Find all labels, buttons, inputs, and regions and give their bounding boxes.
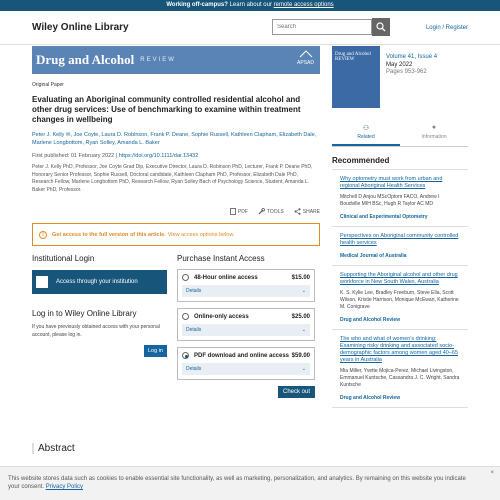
option-price: $25.00 [291, 313, 310, 320]
institutional-login [32, 254, 167, 398]
pdf-icon [230, 208, 236, 215]
search-button[interactable] [372, 18, 390, 36]
list-item [332, 227, 468, 266]
close-icon[interactable]: × [490, 470, 494, 476]
details-label: Details [186, 366, 202, 372]
access-options-link[interactable]: View access options below. [167, 231, 235, 238]
tab-label: Information [421, 134, 447, 140]
issue-cover[interactable] [332, 46, 380, 108]
pdf-button[interactable] [230, 208, 248, 215]
recommended-journal[interactable]: Medical Journal of Australia [340, 253, 407, 259]
recommended-title[interactable]: The who and what of women's drinking: Examining risky drinking and associated socio-demographic factors among women aged 40–65 years in Australia [340, 336, 459, 363]
recommended-authors: Mia Miller, Yvette Mojica-Perez, Michael Livingston, Emmanuel Kuntsche, Cassandra J. C. Wright, Sandra Kuntsche [340, 368, 460, 388]
search-input[interactable] [272, 19, 372, 35]
share-label: SHARE [302, 208, 320, 215]
recommended-journal[interactable]: Drug and Alcohol Review [340, 395, 401, 401]
purchase-options [177, 254, 315, 398]
log-in-button[interactable]: Log in [144, 345, 167, 357]
issue-date: May 2022 [386, 61, 413, 68]
apsad-logo [297, 50, 314, 66]
related-icon: ⚇ [362, 125, 370, 132]
institutional-login-heading: Institutional Login [32, 254, 95, 263]
recommended-journal[interactable]: Clinical and Experimental Optometry [340, 214, 428, 220]
volume-link[interactable]: Volume 41, Issue 4 [386, 54, 438, 60]
tools-label: TOOLS [266, 208, 284, 215]
option-price: $59.00 [291, 352, 310, 359]
journal-subtitle: REVIEW [140, 57, 176, 63]
search-bar [272, 19, 390, 36]
recommended-journal[interactable]: Drug and Alcohol Review [340, 317, 401, 323]
tab-label: Related [357, 134, 375, 140]
option-label: 48-Hour online access [194, 274, 258, 281]
information-icon: ● [431, 124, 437, 131]
access-notice-title: Get access to the full version of this article. [52, 231, 166, 238]
article-main [32, 46, 320, 398]
tools-button[interactable] [258, 208, 284, 215]
option-details-toggle[interactable] [182, 363, 310, 375]
list-item [332, 330, 468, 408]
option-label: PDF download and online access [194, 352, 290, 359]
purchase-heading: Purchase Instant Access [177, 254, 265, 263]
pdf-label: PDF [237, 208, 248, 215]
wrench-icon [258, 208, 265, 215]
topbar-text: Learn about our [229, 2, 272, 8]
cover-title: Drug and Alcohol REVIEW [335, 52, 371, 62]
info-icon: ! [39, 231, 47, 239]
author-list[interactable]: Peter J. Kelly ✉, Joe Coyte, Laura D. Robinson, Frank P. Deane, Sophie Russell, Kathleen Clapham, Elizabeth Dale, Marlene Longbottom, Ryan Solley, Amanda L. Baker [32, 132, 317, 146]
option-radio[interactable] [182, 274, 189, 281]
checkout-button[interactable]: Check out [278, 386, 315, 398]
privacy-policy-link[interactable]: Privacy Policy [45, 484, 84, 490]
topbar-lead: Working off-campus? [166, 2, 228, 8]
tab-information[interactable] [400, 124, 468, 146]
option-radio-selected[interactable] [182, 352, 189, 359]
access-notice [32, 223, 320, 246]
article-tools [32, 208, 320, 215]
option-details-toggle[interactable] [182, 324, 310, 336]
purchase-option[interactable] [177, 308, 315, 341]
share-button[interactable] [294, 208, 320, 215]
recommended-authors: Mitchell D Anjou MScOptom FACO, Andrew I Boudville MIH BSc, Hugh R Taylor AC MD [340, 194, 440, 207]
option-details-toggle[interactable] [182, 285, 310, 297]
journal-title: Drug and Alcohol [36, 52, 135, 67]
purchase-option[interactable] [177, 347, 315, 380]
issue-pages: Pages 953-962 [386, 69, 427, 75]
recommended-title[interactable]: Perspectives on Aboriginal community controlled health services [340, 233, 459, 246]
abstract-heading[interactable]: Abstract [32, 443, 320, 454]
details-label: Details [186, 327, 202, 333]
search-icon [376, 22, 386, 32]
option-label: Online-only access [194, 313, 249, 320]
purchase-option[interactable] [177, 269, 315, 302]
apsad-emblem-icon [299, 50, 313, 58]
published-date: First published: 01 February 2022 [32, 153, 115, 159]
recommended-title[interactable]: Supporting the Aboriginal alcohol and other drug workforce in New South Wales, Australia [340, 272, 458, 285]
doi-link[interactable]: https://doi.org/10.1111/dar.13432 [118, 153, 199, 159]
chevron-down-icon: ⌄ [301, 288, 306, 294]
option-radio[interactable] [182, 313, 189, 320]
login-register-link[interactable]: Login / Register [425, 24, 468, 31]
login-help-text: If you have previously obtained access with your personal account, please log in. [32, 324, 160, 338]
purchase-section [32, 254, 320, 398]
chevron-down-icon: ⌄ [301, 327, 306, 333]
site-header [0, 11, 500, 45]
cookie-banner [0, 466, 500, 500]
remote-access-bar [0, 0, 500, 11]
recommended-authors: K. S. Kylie Lee, Bradley Freeburn, Steve Ella, Scott Wilson, Kristie Harrison, Monique McEwan, Katherine M. Conigrave [340, 290, 459, 310]
recommended-heading: Recommended [332, 156, 468, 170]
recommended-list [332, 156, 468, 408]
tab-related[interactable] [332, 124, 400, 146]
cookie-text [8, 475, 478, 491]
remote-access-link[interactable]: remote access options [273, 2, 334, 8]
institution-access-label: Access through your institution [56, 279, 138, 285]
institution-access-button[interactable] [32, 270, 167, 294]
option-price: $15.00 [291, 274, 310, 281]
details-label: Details [186, 288, 202, 294]
wol-login-heading: Log in to Wiley Online Library [32, 309, 137, 318]
issue-info [386, 54, 437, 77]
journal-banner[interactable] [32, 46, 320, 74]
author-affiliations: Peter J. Kelly PhD, Professor, Joe Coyte Grad Dip, Executive Director, Laura D. Robinson PhD, Lecturer, Frank P. Deane PhD, Honorary Senior Professor, Sophie Russell, Doctoral candidate, Kathleen Clapham PhD, Professor, Elizabeth Dale PhD, Research Fellow, Marlene Longbottom PhD, Research Fellow, Ryan Solley Bach of Psychology Science, Student, Amanda L. Baker PhD, Professor. [32, 164, 313, 193]
site-logo[interactable]: Wiley Online Library [32, 22, 129, 33]
publication-info: First published: 01 February 2022 | https://doi.org/10.1111/dar.13432 [32, 153, 199, 159]
list-item [332, 170, 468, 227]
institution-icon [36, 276, 48, 288]
apsad-label: APSAD [297, 60, 314, 66]
chevron-down-icon: ⌄ [301, 366, 306, 372]
article-title: Evaluating an Aboriginal community controlled residential alcohol and other drug services: Use of benchmarking to examine within treatment changes in wellbeing [32, 95, 301, 124]
cookie-message: This website stores data such as cookies to enable essential site functionality, as well as marketing, personalization, and analytics. By remaining on this website you indicate your consent. [8, 476, 466, 490]
article-type: Original Paper [32, 82, 64, 88]
recommended-title[interactable]: Why optometry must work from urban and regional Aboriginal Health Services [340, 176, 443, 189]
list-item [332, 266, 468, 330]
sidebar-tabs [332, 124, 468, 147]
share-icon [294, 208, 301, 215]
